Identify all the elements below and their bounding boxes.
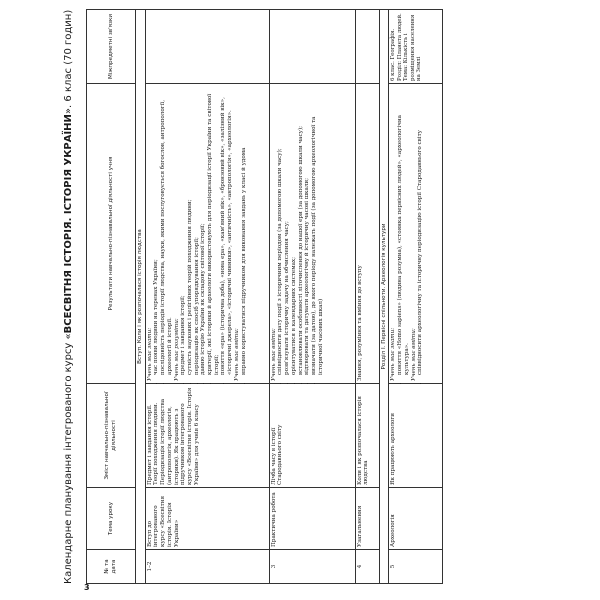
header-results: Результати навчально-пізнавальної діяльності учня (87, 84, 136, 384)
row-links: 6 клас. Географія. Розділ: Планета людей. Тема: Кількість і розміщення населення на Землі (389, 10, 443, 84)
page-number: 3 (84, 583, 90, 592)
row-content: Предмет і завдання історії. Теорії походження людини. Періодизація історії людства (антропологія, археологія, історики). Як працюють з підручником інтегрованого курсу «Всесвітня історія. Історія України» для учнів 6 класу (145, 384, 269, 488)
row-num: 3 (269, 550, 355, 584)
list-item: • предмет і завдання історії; (180, 86, 187, 375)
rotated-page (54, 10, 588, 584)
list-item: • визначати (за датою), до якого періоду належать події (за допомогою археологічної та історичної часових шкал) (311, 86, 324, 375)
row-num: 1–2 (145, 550, 269, 584)
row-topic: Вступ до інтегрованого курсу «Всесвітня історія. Історія України» (145, 488, 269, 550)
row-results (145, 84, 269, 384)
list-item: • сутність наукових і релігійних теорій походження людини; (187, 86, 194, 375)
list-item: • співвідносити археологічну та історичну періодизацію історії Стародавнього світу (417, 86, 424, 375)
row-topic: Археологія (389, 488, 443, 550)
results-intro: Учень має вміти: (410, 328, 417, 381)
row-links (355, 10, 379, 84)
table-header-row (87, 10, 136, 584)
table-row (145, 10, 269, 584)
row-results (355, 84, 379, 384)
section1-heading: Розділ I. Первісні спільноти. Археологія культури (379, 10, 389, 584)
list-item: • відтворювати та датувати археологічну й історичну часові шкали; (304, 86, 311, 375)
results-list (241, 86, 248, 381)
list-item: • періодизацію як спосіб упорядкування історії; (194, 86, 201, 375)
row-num: 4 (355, 550, 379, 584)
page-content (54, 10, 588, 584)
section-heading-row (136, 10, 146, 584)
list-item: • критерії, які історики й археологи використовують для періодизації історії України та світової історії; (207, 86, 220, 375)
row-topic: Узагальнення (355, 488, 379, 550)
results-list (397, 86, 410, 381)
results-intro: Учень має знати: (390, 327, 397, 381)
list-item: • час появи людини на теренах України; (153, 86, 160, 375)
row-content: Лічба часу в історії Стародавнього світу (269, 384, 355, 488)
results-intro: Учень має вміти: (233, 328, 240, 381)
title-bold: ВСЕСВІТНЯ ІСТОРІЯ. ІСТОРІЯ УКРАЇНИ (63, 114, 74, 334)
row-links (269, 10, 355, 84)
results-list (153, 86, 173, 381)
table-row (269, 10, 355, 584)
row-results (269, 84, 355, 384)
page-title (54, 10, 84, 584)
results-list (277, 86, 324, 381)
row-num: 5 (389, 550, 443, 584)
table-row (355, 10, 379, 584)
table-row (389, 10, 443, 584)
header-content: Зміст навчально-пізнавальної діяльності (87, 384, 136, 488)
list-item: • вправно користуватися підручником для виконання завдань у класі й удома (241, 86, 248, 375)
header-num: № та дата (87, 550, 136, 584)
results-list (417, 86, 424, 381)
results-intro: Знання, розуміння та вміння до вступу (356, 265, 363, 381)
results-intro: Учень має знати: (146, 327, 153, 381)
list-item: • орієнтуватися в календарних системах; (291, 86, 298, 375)
row-results (389, 84, 443, 384)
header-links: Міжпредметні зв'язки (87, 10, 136, 84)
list-item: • поняття «Homo sapiens» (людина розумна), «стоянка первісних людей», «археологічна культура». (397, 86, 410, 375)
row-links (145, 10, 269, 84)
list-item: • давню історію України як складову світової історії; (200, 86, 207, 375)
results-intro: Учень має вміти: (270, 328, 277, 381)
row-content: Коли і як розпочалася історія людства (355, 384, 379, 488)
section-heading-row (379, 10, 389, 584)
list-item: • встановлювати особливості літочислення до нашої ери (за допомогою шкали часу); (298, 86, 305, 375)
list-item: • розв'язувати історичну задачу на обчислення часу; (284, 86, 291, 375)
row-topic: Практична робота (269, 488, 355, 550)
intro-heading: Вступ. Коли і як розпочалася історія людства (136, 10, 146, 584)
row-content: Як працюють археологи (389, 384, 443, 488)
planning-table (86, 9, 443, 584)
title-prefix: Календарне планування інтегрованого курсу « (63, 333, 74, 584)
header-topic: Тема уроку (87, 488, 136, 550)
title-suffix: ». 6 клас (70 годин) (63, 9, 74, 115)
list-item: • поняття «ера» (історична доба), «нова ера», «кам'яний вік», «бронзовий вік», «залізний вік», «історичні джерела», «історичні чинники», «античність», «антропологія», «археологія». (220, 86, 233, 375)
results-intro: Учень має розуміти: (173, 318, 180, 381)
list-item: • співвідносити дату події з історичним періодом (за допомогою шкали часу); (277, 86, 284, 375)
results-list (180, 86, 234, 381)
list-item: • послідовність періодів історії людства, науки, якими послуговується богослов, антропології, археології й історії. (160, 86, 173, 375)
